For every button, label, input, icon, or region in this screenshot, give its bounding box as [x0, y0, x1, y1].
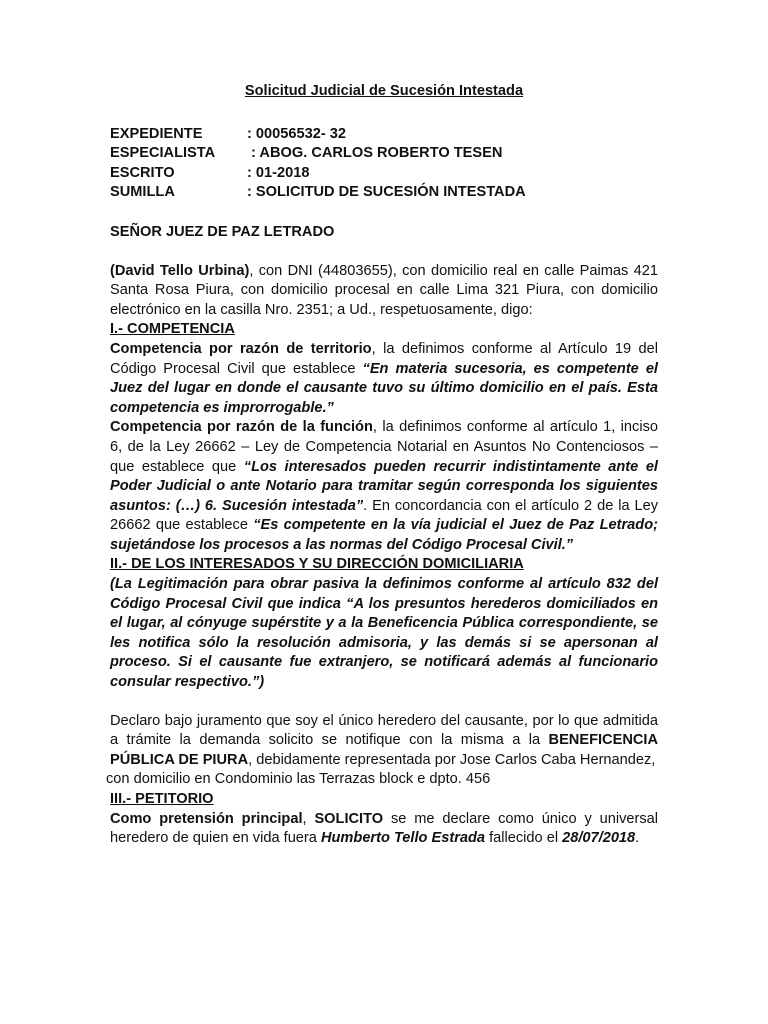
legal-quote: “Los interesados pueden recurrir indistintamente ante el Poder Judicial o ante Notario para tramitar según corresponda los siguientes asuntos: (…) 6. Sucesión intestada”	[110, 458, 658, 514]
deceased-name: Humberto Tello Estrada	[320, 830, 486, 847]
domicilio-line: con domicilio en Condominio las Terrazas block e dpto. 456	[106, 771, 491, 788]
paragraph-text: , la definimos conforme al artículo 1, inciso 6, de la Ley 26662 – Ley de Competencia Notarial en Asuntos No Contenciosos – que establece que	[110, 419, 658, 475]
section-title-competencia: I.- COMPETENCIA	[110, 321, 235, 338]
header-label: ESCRITO	[110, 164, 175, 181]
header-label: ESPECIALISTA	[110, 145, 216, 162]
paragraph-text: Declaro bajo juramento que soy el único heredero del causante, por lo que admitida a trámite la demanda solicito se notifique con la misma a la	[110, 712, 658, 749]
paragraph-lead: Como pretensión principal	[110, 810, 303, 827]
death-date: 28/07/2018	[562, 830, 636, 847]
intro-text: , con DNI (44803655), con domicilio real en calle Paimas 421 Santa Rosa Piura, con domicilio procesal en calle Lima 321 Piura, con domicilio electrónico en la casilla Nro. 2351; a Ud., respetuosamente, digo:	[110, 262, 658, 318]
header-row-sumilla	[110, 183, 658, 203]
paragraph-text: fallecido el	[485, 830, 563, 847]
solicito-word: SOLICITO	[314, 810, 384, 827]
paragraph-text: .	[635, 830, 640, 847]
paragraph-text: , debidamente representada por Jose Carlos Caba Hernandez,	[248, 751, 656, 768]
paragraph-text: . En concordancia con el artículo 2 de la Ley 26662 que establece	[110, 497, 659, 534]
case-header	[110, 125, 658, 203]
paragraph-text: ,	[302, 810, 315, 827]
competencia-funcion-paragraph	[110, 418, 658, 555]
header-label: SUMILLA	[110, 184, 175, 201]
document-body	[106, 82, 659, 849]
paragraph-text: se me declare como único y universal heredero de quien en vida fuera	[110, 810, 659, 847]
paragraph-text: , la definimos conforme al Artículo 19 del Código Procesal Civil que establece	[110, 340, 658, 377]
section-title-interesados: II.- DE LOS INTERESADOS Y SU DIRECCIÓN DOMICILIARIA	[110, 556, 524, 573]
paragraph-lead: Competencia por razón de la función	[110, 419, 373, 436]
petitorio-paragraph	[110, 810, 658, 849]
legal-quote: “En materia sucesoria, es competente el Juez del lugar en donde el causante tuvo su último domicilio en el país. Esta competencia es improrrogable.”	[110, 360, 658, 416]
declaracion-paragraph	[110, 712, 658, 771]
header-value: : 01-2018	[247, 164, 310, 181]
header-row-especialista	[110, 144, 658, 164]
header-value: : 00056532- 32	[247, 125, 346, 142]
section-title-petitorio: III.- PETITORIO	[110, 791, 214, 807]
header-value: : ABOG. CARLOS ROBERTO TESEN	[247, 145, 503, 162]
legitimacion-quote: (La Legitimación para obrar pasiva la definimos conforme al artículo 832 del Código Procesal Civil que indica “A los presuntos herederos domiciliados en el lugar, al cónyuge supérstite y a la Beneficencia Pública correspondiente, se les notifica sólo la resolución admisoria, y las demás si se apersonan al proceso. Si el causante fue extranjero, se notificará además al funcionario consular respectivo.”)	[110, 576, 658, 691]
intro-paragraph	[110, 262, 658, 321]
paragraph-lead: Competencia por razón de territorio	[110, 340, 372, 357]
document-title: Solicitud Judicial de Sucesión Intestada	[244, 83, 524, 99]
header-value: : SOLICITUD DE SUCESIÓN INTESTADA	[247, 184, 526, 201]
addressee: SEÑOR JUEZ DE PAZ LETRADO	[110, 223, 335, 240]
petitioner-name: (David Tello Urbina)	[110, 262, 250, 279]
competencia-territorio-paragraph	[110, 340, 658, 418]
legal-quote: “Es competente en la vía judicial el Juez de Paz Letrado; sujetándose los procesos a las normas del Código Procesal Civil.”	[110, 517, 658, 553]
header-label: EXPEDIENTE	[110, 125, 203, 142]
header-row-expediente	[110, 125, 658, 145]
beneficencia-name: BENEFICENCIA PÚBLICA DE PIURA	[110, 732, 658, 768]
header-row-escrito	[110, 164, 658, 184]
